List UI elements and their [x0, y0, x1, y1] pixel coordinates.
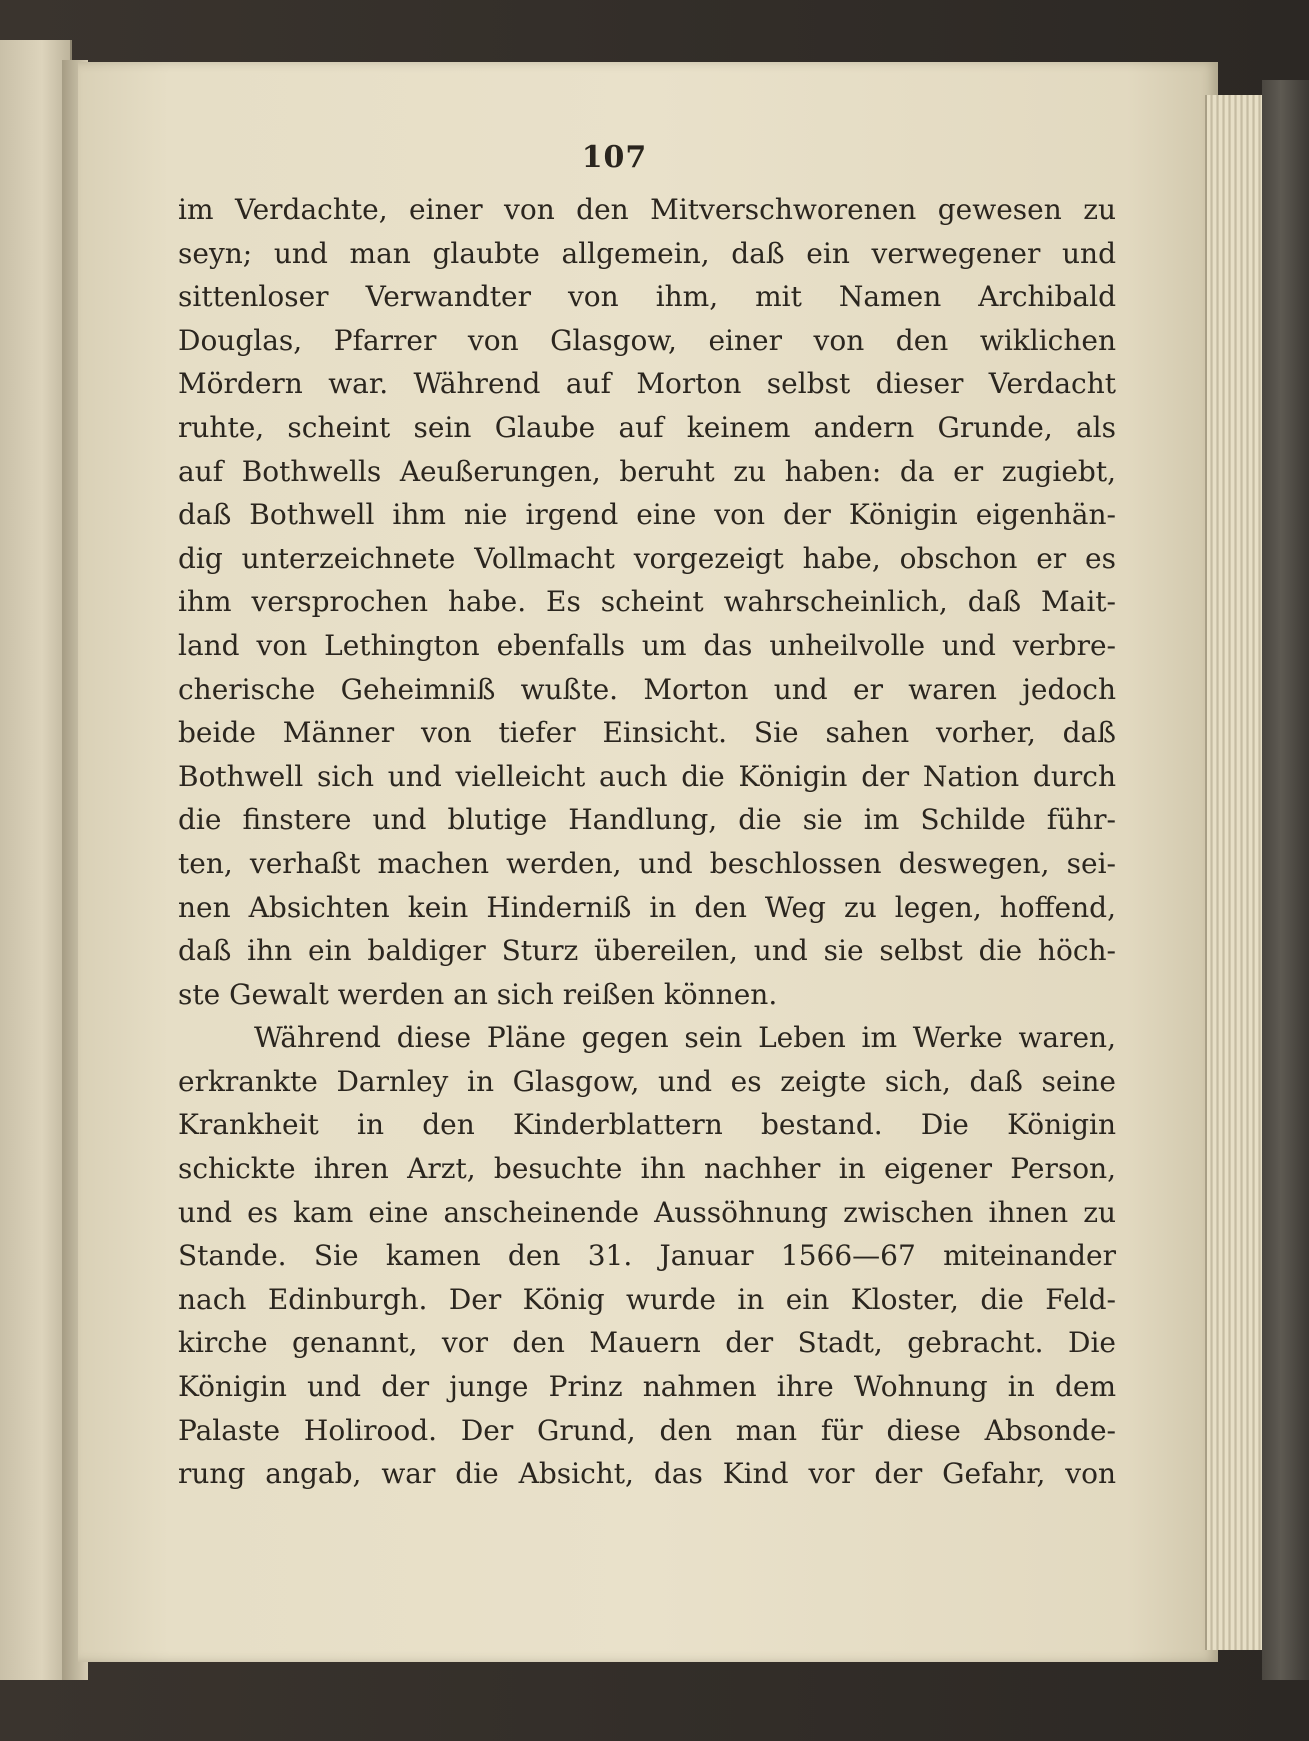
text-line: daß Bothwell ihm nie irgend eine von der Königin eigenhän-: [178, 498, 1116, 532]
page-number: 107: [581, 140, 648, 175]
text-line: nach Edinburgh. Der König wurde in ein Kloster, die Feld-: [178, 1282, 1116, 1316]
text-line: Stande. Sie kamen den 31. Januar 1566—67 miteinander: [178, 1239, 1116, 1273]
page-block-edges: [1205, 95, 1267, 1650]
text-line: rung angab, war die Absicht, das Kind vor der Gefahr, von: [178, 1457, 1116, 1491]
text-line: Königin und der junge Prinz nahmen ihre Wohnung in dem: [178, 1370, 1116, 1404]
text-line: nen Absichten kein Hinderniß in den Weg zu legen, hoffend,: [178, 890, 1116, 924]
text-line: daß ihn ein baldiger Sturz übereilen, und sie selbst die höch-: [178, 934, 1116, 968]
text-line: kirche genannt, vor den Mauern der Stadt, gebracht. Die: [178, 1326, 1116, 1360]
text-line: und es kam eine anscheinende Aussöhnung zwischen ihnen zu: [178, 1195, 1116, 1229]
text-line: Krankheit in den Kinderblattern bestand. Die Königin: [178, 1108, 1116, 1142]
book-cover: [1262, 80, 1309, 1680]
text-line: cherische Geheimniß wußte. Morton und er waren jedoch: [178, 672, 1116, 706]
text-line: die finstere und blutige Handlung, die sie im Schilde führ-: [178, 803, 1116, 837]
text-line: schickte ihren Arzt, besuchte ihn nachher in eigener Person,: [178, 1152, 1116, 1186]
text-line: Palaste Holirood. Der Grund, den man für diese Absonde-: [178, 1413, 1116, 1447]
text-line: sittenloser Verwandter von ihm, mit Namen Archibald: [178, 280, 1116, 314]
text-line: ten, verhaßt machen werden, und beschlossen deswegen, sei-: [178, 846, 1116, 880]
text-line: seyn; und man glaubte allgemein, daß ein verwegener und: [178, 236, 1116, 270]
text-line: beide Männer von tiefer Einsicht. Sie sahen vorher, daß: [178, 716, 1116, 750]
text-line: Mördern war. Während auf Morton selbst dieser Verdacht: [178, 367, 1116, 401]
text-line: ihm versprochen habe. Es scheint wahrscheinlich, daß Mait-: [178, 585, 1116, 619]
text-line: dig unterzeichnete Vollmacht vorgezeigt habe, obschon er es: [178, 541, 1116, 575]
text-line: land von Lethington ebenfalls um das unheilvolle und verbre-: [178, 628, 1116, 662]
text-line: auf Bothwells Aeußerungen, beruht zu haben: da er zugiebt,: [178, 454, 1116, 488]
text-line: im Verdachte, einer von den Mitverschworenen gewesen zu: [178, 193, 1116, 226]
text-line: Während diese Pläne gegen sein Leben im Werke waren,: [254, 1021, 1116, 1055]
text-line: erkrankte Darnley in Glasgow, und es zeigte sich, daß seine: [178, 1064, 1116, 1098]
text-line: ste Gewalt werden an sich reißen können.: [178, 977, 778, 1011]
text-line: Bothwell sich und vielleicht auch die Königin der Nation durch: [178, 759, 1116, 793]
text-line: ruhte, scheint sein Glaube auf keinem andern Grunde, als: [178, 410, 1116, 444]
text-line: Douglas, Pfarrer von Glasgow, einer von den wiklichen: [178, 323, 1116, 357]
body-text: [178, 188, 1116, 1496]
